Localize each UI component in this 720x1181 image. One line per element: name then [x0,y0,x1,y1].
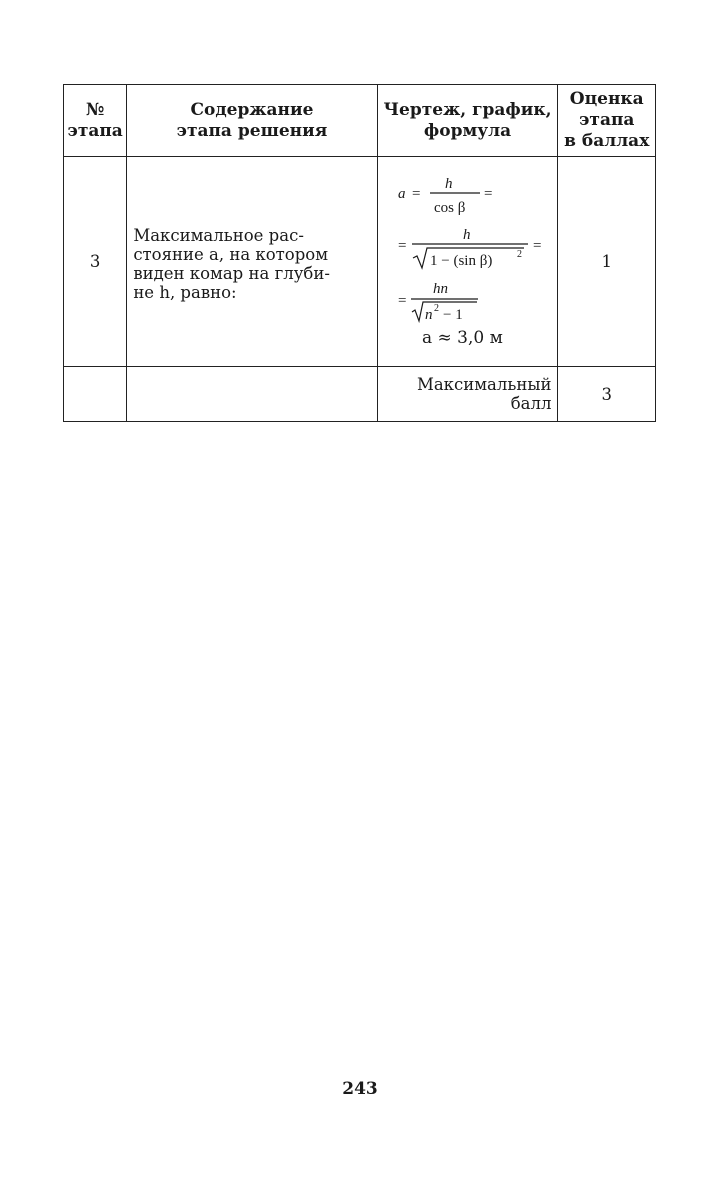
svg-text:a: a [397,186,406,202]
header-formula [377,85,558,157]
svg-text:=: = [483,186,493,202]
empty-cell [127,367,377,422]
stage-formula [377,157,558,367]
header-content [127,85,377,157]
header-score [558,85,656,157]
header-content-line: Содержание [190,99,314,120]
svg-text:h: h [444,176,453,192]
header-score-line: в баллах [564,131,650,151]
svg-text:2: 2 [516,249,522,260]
svg-text:=: = [532,238,542,254]
svg-text:hn: hn [432,281,448,297]
svg-text:2: 2 [433,303,439,314]
svg-text:n: n [424,307,433,323]
stage-content [127,157,377,367]
formula-step-2 [398,227,541,269]
svg-text:cos β: cos β [433,200,465,216]
svg-text:=: = [397,238,407,254]
table-row [64,157,656,367]
svg-text:=: = [411,186,421,202]
total-score: 3 [558,367,656,422]
header-stage-line: № [85,99,105,120]
header-stage [64,85,127,157]
header-formula-line: Чертеж, график, [383,99,552,120]
svg-text:h: h [462,227,471,243]
solution-table [63,84,656,422]
header-content-line: этапа решения [176,120,328,141]
stage-score: 1 [558,157,656,367]
total-label-line: балл [510,394,552,413]
svg-text:1 − (sin β): 1 − (sin β) [429,253,492,269]
content-line: Максимальное рас- [133,225,304,245]
svg-text:− 1: − 1 [442,307,463,323]
stage-number: 3 [64,157,127,367]
content-line: не h, равно: [133,282,237,302]
header-score-line: этапа [579,110,635,130]
formula-graphic [378,159,558,364]
svg-text:=: = [397,293,407,309]
total-label-line: Максимальный [416,375,552,394]
page-number: 243 [342,1079,378,1099]
header-stage-line: этапа [67,120,123,141]
formula-step-1 [398,176,492,216]
content-line: виден комар на глуби- [133,263,330,283]
total-label [377,367,558,422]
formula-step-3 [398,281,478,323]
table-row-total [64,367,656,422]
header-formula-line: формула [423,120,512,141]
header-score-line: Оценка [569,89,644,109]
formula-result: a ≈ 3,0 м [421,328,503,348]
empty-cell [64,367,127,422]
table-header-row [64,85,656,157]
content-line: стояние a, на котором [133,244,329,264]
